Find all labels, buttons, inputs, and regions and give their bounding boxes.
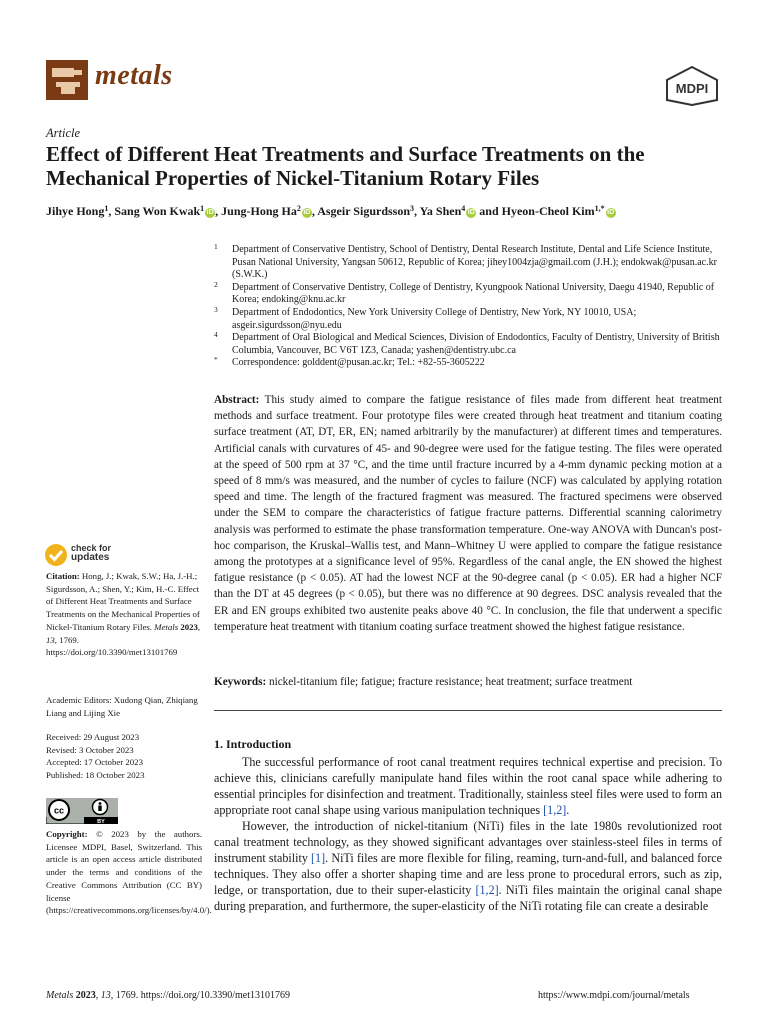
- author-separator: ,: [108, 204, 115, 218]
- author-separator: ,: [311, 204, 318, 218]
- author-separator: ,: [215, 204, 222, 218]
- orcid-icon[interactable]: iD: [467, 209, 475, 216]
- affiliation-number: 4: [214, 330, 218, 340]
- author-name: Jihye Hong: [46, 204, 105, 218]
- svg-text:BY: BY: [97, 819, 105, 824]
- affiliation: [214, 304, 734, 332]
- keywords-label: Keywords:: [214, 676, 267, 688]
- affiliation-number: 1: [214, 242, 218, 251]
- orcid-icon[interactable]: iD: [206, 209, 214, 216]
- paragraph: The successful performance of root canal treatment requires technical expertise and precision. To achieve this, clinicians carefully manipulate hand files within the root canal space while adhering to essential principles for disinfection and treatment. Traditionally, stainless steel files were used to form an appropriate root canal shape using various manipulation techniques [1,2].: [214, 755, 722, 817]
- author-separator: ,: [414, 204, 420, 218]
- affiliation: [214, 332, 734, 357]
- affiliation: [214, 244, 734, 282]
- author-list: [46, 204, 746, 219]
- author-name: Sang Won Kwak: [114, 204, 201, 218]
- check-for-updates-label[interactable]: check for updates: [71, 543, 112, 563]
- footer-citation: Metals 2023, 13, 1769. https://doi.org/10.3390/met13101769: [46, 990, 290, 1001]
- keywords: [214, 676, 734, 688]
- article-title: Effect of Different Heat Treatments and Surface Treatments on the Mechanical Properties of Nickel-Titanium Rotary Files: [46, 142, 645, 190]
- revised-date: Revised: 3 October 2023: [46, 744, 134, 755]
- footer-journal-url[interactable]: https://www.mdpi.com/journal/metals: [538, 990, 690, 1001]
- orcid-icon[interactable]: iD: [607, 209, 615, 216]
- published-date: Published: 18 October 2023: [46, 770, 145, 781]
- journal-name: metals: [95, 60, 173, 91]
- affiliation-text: Department of Conservative Dentistry, School of Dentistry, Dental Research Institute, Dental and Life Science Institute, Pusan National University, Yangsan 50612, Republic of Korea; jihey1004zja@gmail.com (J.H.); endokwak@pusan.ac.kr (S.W.K.): [232, 244, 717, 281]
- author-name: Jung-Hong Ha: [221, 204, 297, 218]
- affiliation: [214, 357, 734, 370]
- citation-doi-link[interactable]: , 1769. https://doi.org/10.3390/met13101769: [46, 634, 178, 658]
- author-affiliation-marker: 3: [410, 204, 415, 213]
- citation-link[interactable]: [1,2]: [475, 883, 499, 897]
- introduction-body: [214, 754, 722, 914]
- citation-block: Citation: Hong, J.; Kwak, S.W.; Ha, J.-H.; Sigurdsson, A.; Shen, Y.; Kim, H.-C. Effect of Different Heat Treatments and Surface Treatments on the Mechanical Properties of Nickel-Titanium Rotary Files. Metals 2023, 13, 1769. https://doi.org/10.3390/met13101769: [46, 571, 201, 658]
- mdpi-logo-icon: [664, 66, 720, 106]
- section-divider: [214, 710, 722, 711]
- author-affiliation-marker: 1,*: [594, 204, 605, 213]
- paragraph: However, the introduction of nickel-titanium (NiTi) files in the late 1980s revolutionized root canal treatment technology, as they showed significant advantages over stainless-steel files in terms of instrument stability [1]. NiTi files are more flexible for filing, reaming, turn-and-full, and balanced force techniques. They also offer a shorter shaping time and are less prone to procedural errors, such as zip, ledge, or transportation, due to their super-elasticity [1,2]. NiTi files maintain the original canal shape during preparation, and furthermore, the super-elasticity of the NiTi rotating file can create a desirable: [214, 819, 722, 913]
- author-affiliation-marker: 1: [200, 204, 205, 213]
- journal-logo-icon: [46, 60, 88, 100]
- section-heading: 1. Introduction: [214, 737, 292, 751]
- affiliation: [214, 279, 734, 307]
- author-affiliation-marker: 1: [104, 204, 109, 213]
- author-affiliation-marker: 4: [461, 204, 466, 213]
- copyright-notice: Copyright: © 2023 by the authors. Licensee MDPI, Basel, Switzerland. This article is an open access article distributed under the terms and conditions of the Creative Commons Attribution (CC BY) license (https://creativecommons.org/licenses/by/4.0/).: [46, 829, 212, 916]
- affiliation-number: 2: [214, 279, 218, 289]
- affiliation-text: Correspondence: golddent@pusan.ac.kr; Tel.: +82-55-3605222: [232, 357, 485, 369]
- citation-link[interactable]: [1,2]: [543, 803, 567, 817]
- affiliation-number: 3: [214, 304, 218, 314]
- svg-text:cc: cc: [53, 805, 65, 816]
- accepted-date: Accepted: 17 October 2023: [46, 757, 143, 768]
- citation-link[interactable]: [1]: [311, 851, 326, 865]
- author-separator: and: [476, 204, 502, 218]
- academic-editors: Academic Editors: Xudong Qian, Zhiqiang Liang and Lijing Xie: [46, 695, 198, 718]
- affiliation-text: Department of Conservative Dentistry, College of Dentistry, Kyungpook National University, Daegu 41940, Republic of Korea; endoking@knu.ac.kr: [232, 281, 715, 306]
- orcid-icon[interactable]: iD: [303, 209, 311, 216]
- author-name: Asgeir Sigurdsson: [317, 204, 411, 218]
- cc-by-license-icon[interactable]: [46, 798, 118, 824]
- article-type: Article: [46, 126, 81, 140]
- check-for-updates-icon[interactable]: [44, 543, 68, 567]
- abstract-label: Abstract:: [214, 394, 260, 406]
- author-affiliation-marker: 2: [296, 204, 301, 213]
- publication-dates: [46, 731, 202, 782]
- affiliation-number: *: [214, 355, 218, 365]
- abstract-text: This study aimed to compare the fatigue resistance of files made from different heat treatment methods and surface treatment. Four prototype files were created through heat treatment and titanium coating surface treatment (AT, DT, ER, EN; named arbitrarily by the manufacturer) at different times and temperatures. Artificial canals with curvatures of 45- and 90-degree were used for the fatigue testing. The files were operated at the speed of 500 rpm at 37 °C, and the time until fracture incurred by a 4-mm dynamic pecking motion at a speed of 8 mm/s was measured, and the number of cycles to failure (NCF) was calculated by applying rotation speed and time. The length of the fractured fragment was measured. The fractured specimens were observed under the SEM to compare the characteristics of fatigue fracture patterns. Differential scanning calorimetry analysis was performed to estimate the phase transformation temperature. One-way ANOVA with Duncan's post-hoc comparison, the Kruskal–Wallis test, and Mann–Whitney U were applied to compare the fatigue resistance among the prototypes at a significance level of 95%. Regardless of the canal angle, the EN showed the highest fatigue resistance (p < 0.05). AT had the lowest NCF at the 90-degree canal (p < 0.05). ER had a higher NCF than the DT at 45 degrees (p < 0.05), but there was no difference at 90 degrees. DSC analysis revealed that the ER and EN groups exhibited two austenite peaks above 40 °C. In conclusion, the file that underwent a specific temperature heat treatment with titanium coating surface treatment showed the highest fatigue resistance.: [214, 394, 722, 633]
- author-name: Hyeon-Cheol Kim: [501, 204, 595, 218]
- keywords-text: nickel-titanium file; fatigue; fracture resistance; heat treatment; surface treatment: [269, 676, 633, 688]
- received-date: Received: 29 August 2023: [46, 732, 140, 742]
- author-name: Ya Shen: [419, 204, 462, 218]
- affiliation-text: Department of Endodontics, New York University College of Dentistry, New York, NY 10010, USA; asgeir.sigurdsson@nyu.edu: [232, 306, 637, 331]
- publisher-name: MDPI: [675, 81, 709, 96]
- affiliation-text: Department of Oral Biological and Medical Sciences, Division of Endodontics, Faculty of Dentistry, University of British Columbia, Vancouver, BC V6T 1Z3, Canada; yashen@dentistry.ubc.ca: [232, 332, 720, 356]
- affiliation-list: [214, 244, 734, 370]
- footer-doi-link[interactable]: , 1769. https://doi.org/10.3390/met13101769: [110, 990, 290, 1001]
- abstract: [214, 392, 722, 635]
